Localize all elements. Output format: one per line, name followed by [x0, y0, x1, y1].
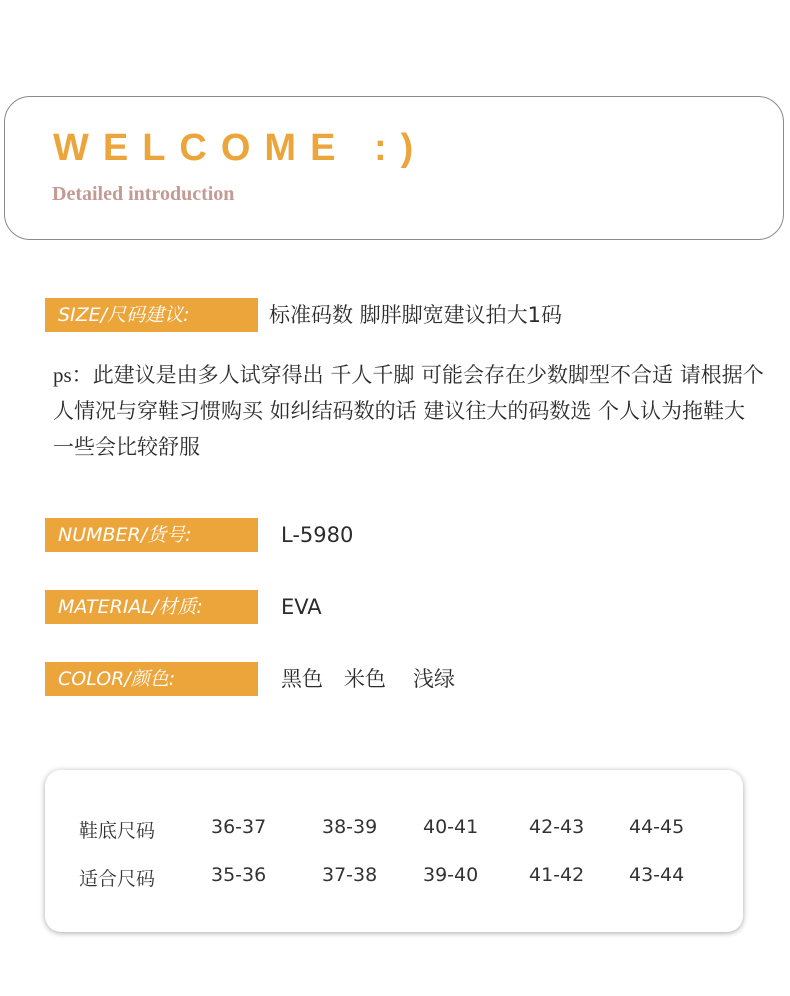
size-cell: 38-39 — [322, 816, 378, 838]
size-cell: 37-38 — [322, 864, 378, 886]
size-tag: SIZE/尺码建议: — [45, 298, 258, 332]
color-option-light-green: 浅绿 — [413, 667, 455, 691]
number-tag: NUMBER/货号: — [45, 518, 258, 552]
color-option-beige: 米色 — [344, 667, 386, 691]
material-tag: MATERIAL/材质: — [45, 590, 258, 624]
number-value: L-5980 — [281, 523, 354, 547]
size-chart — [45, 770, 743, 932]
row-label: 鞋底尺码 — [79, 820, 156, 842]
table-row — [45, 816, 743, 846]
ps-text: 此建议是由多人试穿得出 千人千脚 可能会存在少数脚型不合适 请根据个人情况与穿鞋习惯购买 如纠结码数的话 建议往大的码数选 个人认为拖鞋大一些会比较舒服 — [53, 363, 764, 459]
size-cell: 35-36 — [211, 864, 267, 886]
color-tag: COLOR/颜色: — [45, 662, 258, 696]
material-value: EVA — [281, 595, 322, 619]
size-note — [53, 357, 765, 465]
row-label: 适合尺码 — [79, 868, 156, 890]
welcome-subtitle: Detailed introduction — [52, 183, 235, 205]
color-options — [281, 662, 455, 696]
size-cell: 40-41 — [423, 816, 479, 838]
size-cell: 44-45 — [629, 816, 685, 838]
size-cell: 43-44 — [629, 864, 685, 886]
welcome-title: WELCOME :) — [53, 127, 428, 169]
table-row — [45, 864, 743, 894]
size-cell: 39-40 — [423, 864, 479, 886]
size-value: 标准码数 脚胖脚宽建议拍大1码 — [269, 303, 563, 327]
color-option-black: 黑色 — [281, 667, 323, 691]
size-cell: 41-42 — [529, 864, 585, 886]
ps-prefix: ps： — [53, 363, 93, 387]
welcome-banner — [4, 96, 784, 240]
size-cell: 42-43 — [529, 816, 585, 838]
size-cell: 36-37 — [211, 816, 267, 838]
